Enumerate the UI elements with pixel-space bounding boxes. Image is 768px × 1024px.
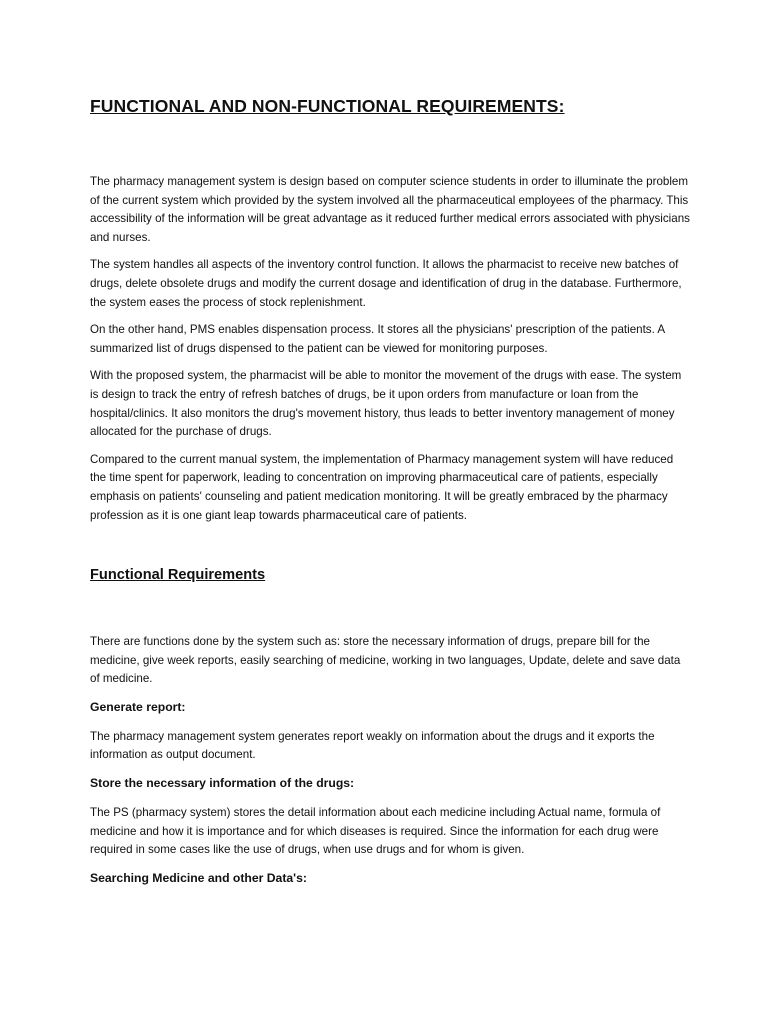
intro-paragraph: The system handles all aspects of the inventory control function. It allows the pharmacist to receive new batches of drugs, delete obsolete drugs and modify the current dosage and identification of drug in the database. Furthermore, the system eases the process of stock replenishment. <box>90 258 682 309</box>
searching-medicine-heading: Searching Medicine and other Data's: <box>90 870 307 885</box>
functional-requirements-heading: Functional Requirements <box>90 567 266 584</box>
store-information-paragraph: The PS (pharmacy system) stores the detail information about each medicine including Actual name, formula of medicine and how it is importance and for which diseases is required. Since the information for each drug were required in some cases like the use of drugs, when use drugs and for whom is given. <box>90 806 661 857</box>
intro-paragraph: On the other hand, PMS enables dispensation process. It stores all the physicians' prescription of the patients. A summarized list of drugs dispensed to the patient can be viewed for monitoring purposes. <box>90 323 665 355</box>
intro-paragraph: With the proposed system, the pharmacist will be able to monitor the movement of the drugs with ease. The system is design to track the entry of refresh batches of drugs, be it upon orders from manufacture or loan from the hospital/clinics. It also monitors the drug's movement history, thus leads to better inventory management of money allocated for the purchase of drugs. <box>90 369 682 439</box>
intro-paragraph: Compared to the current manual system, the implementation of Pharmacy management system will have reduced the time spent for paperwork, leading to concentration on improving pharmaceutical care of patients, especially emphasis on patients' counseling and patient medication monitoring. It will be greatly embraced by the pharmacy profession as it is one giant leap towards pharmaceutical care of patients. <box>90 452 674 522</box>
generate-report-heading: Generate report: <box>90 699 186 714</box>
generate-report-paragraph: The pharmacy management system generates report weakly on information about the drugs and it exports the information as output document. <box>90 729 655 762</box>
store-information-heading: Store the necessary information of the drugs: <box>90 776 355 791</box>
page-title: FUNCTIONAL AND NON-FUNCTIONAL REQUIREMENTS: <box>90 96 565 116</box>
intro-paragraph: The pharmacy management system is design based on computer science students in order to illuminate the problem of the current system which provided by the system involved all the pharmaceutical employees of the pharmacy. This accessibility of the information will be great advantage as it reduced further medical errors associated with physicians and nurses. <box>90 175 690 244</box>
functional-intro-paragraph: There are functions done by the system such as: store the necessary information of drugs, prepare bill for the medicine, give week reports, easily searching of medicine, working in two languages, Update, delete and save data of medicine. <box>90 635 681 686</box>
document-page <box>90 96 690 899</box>
